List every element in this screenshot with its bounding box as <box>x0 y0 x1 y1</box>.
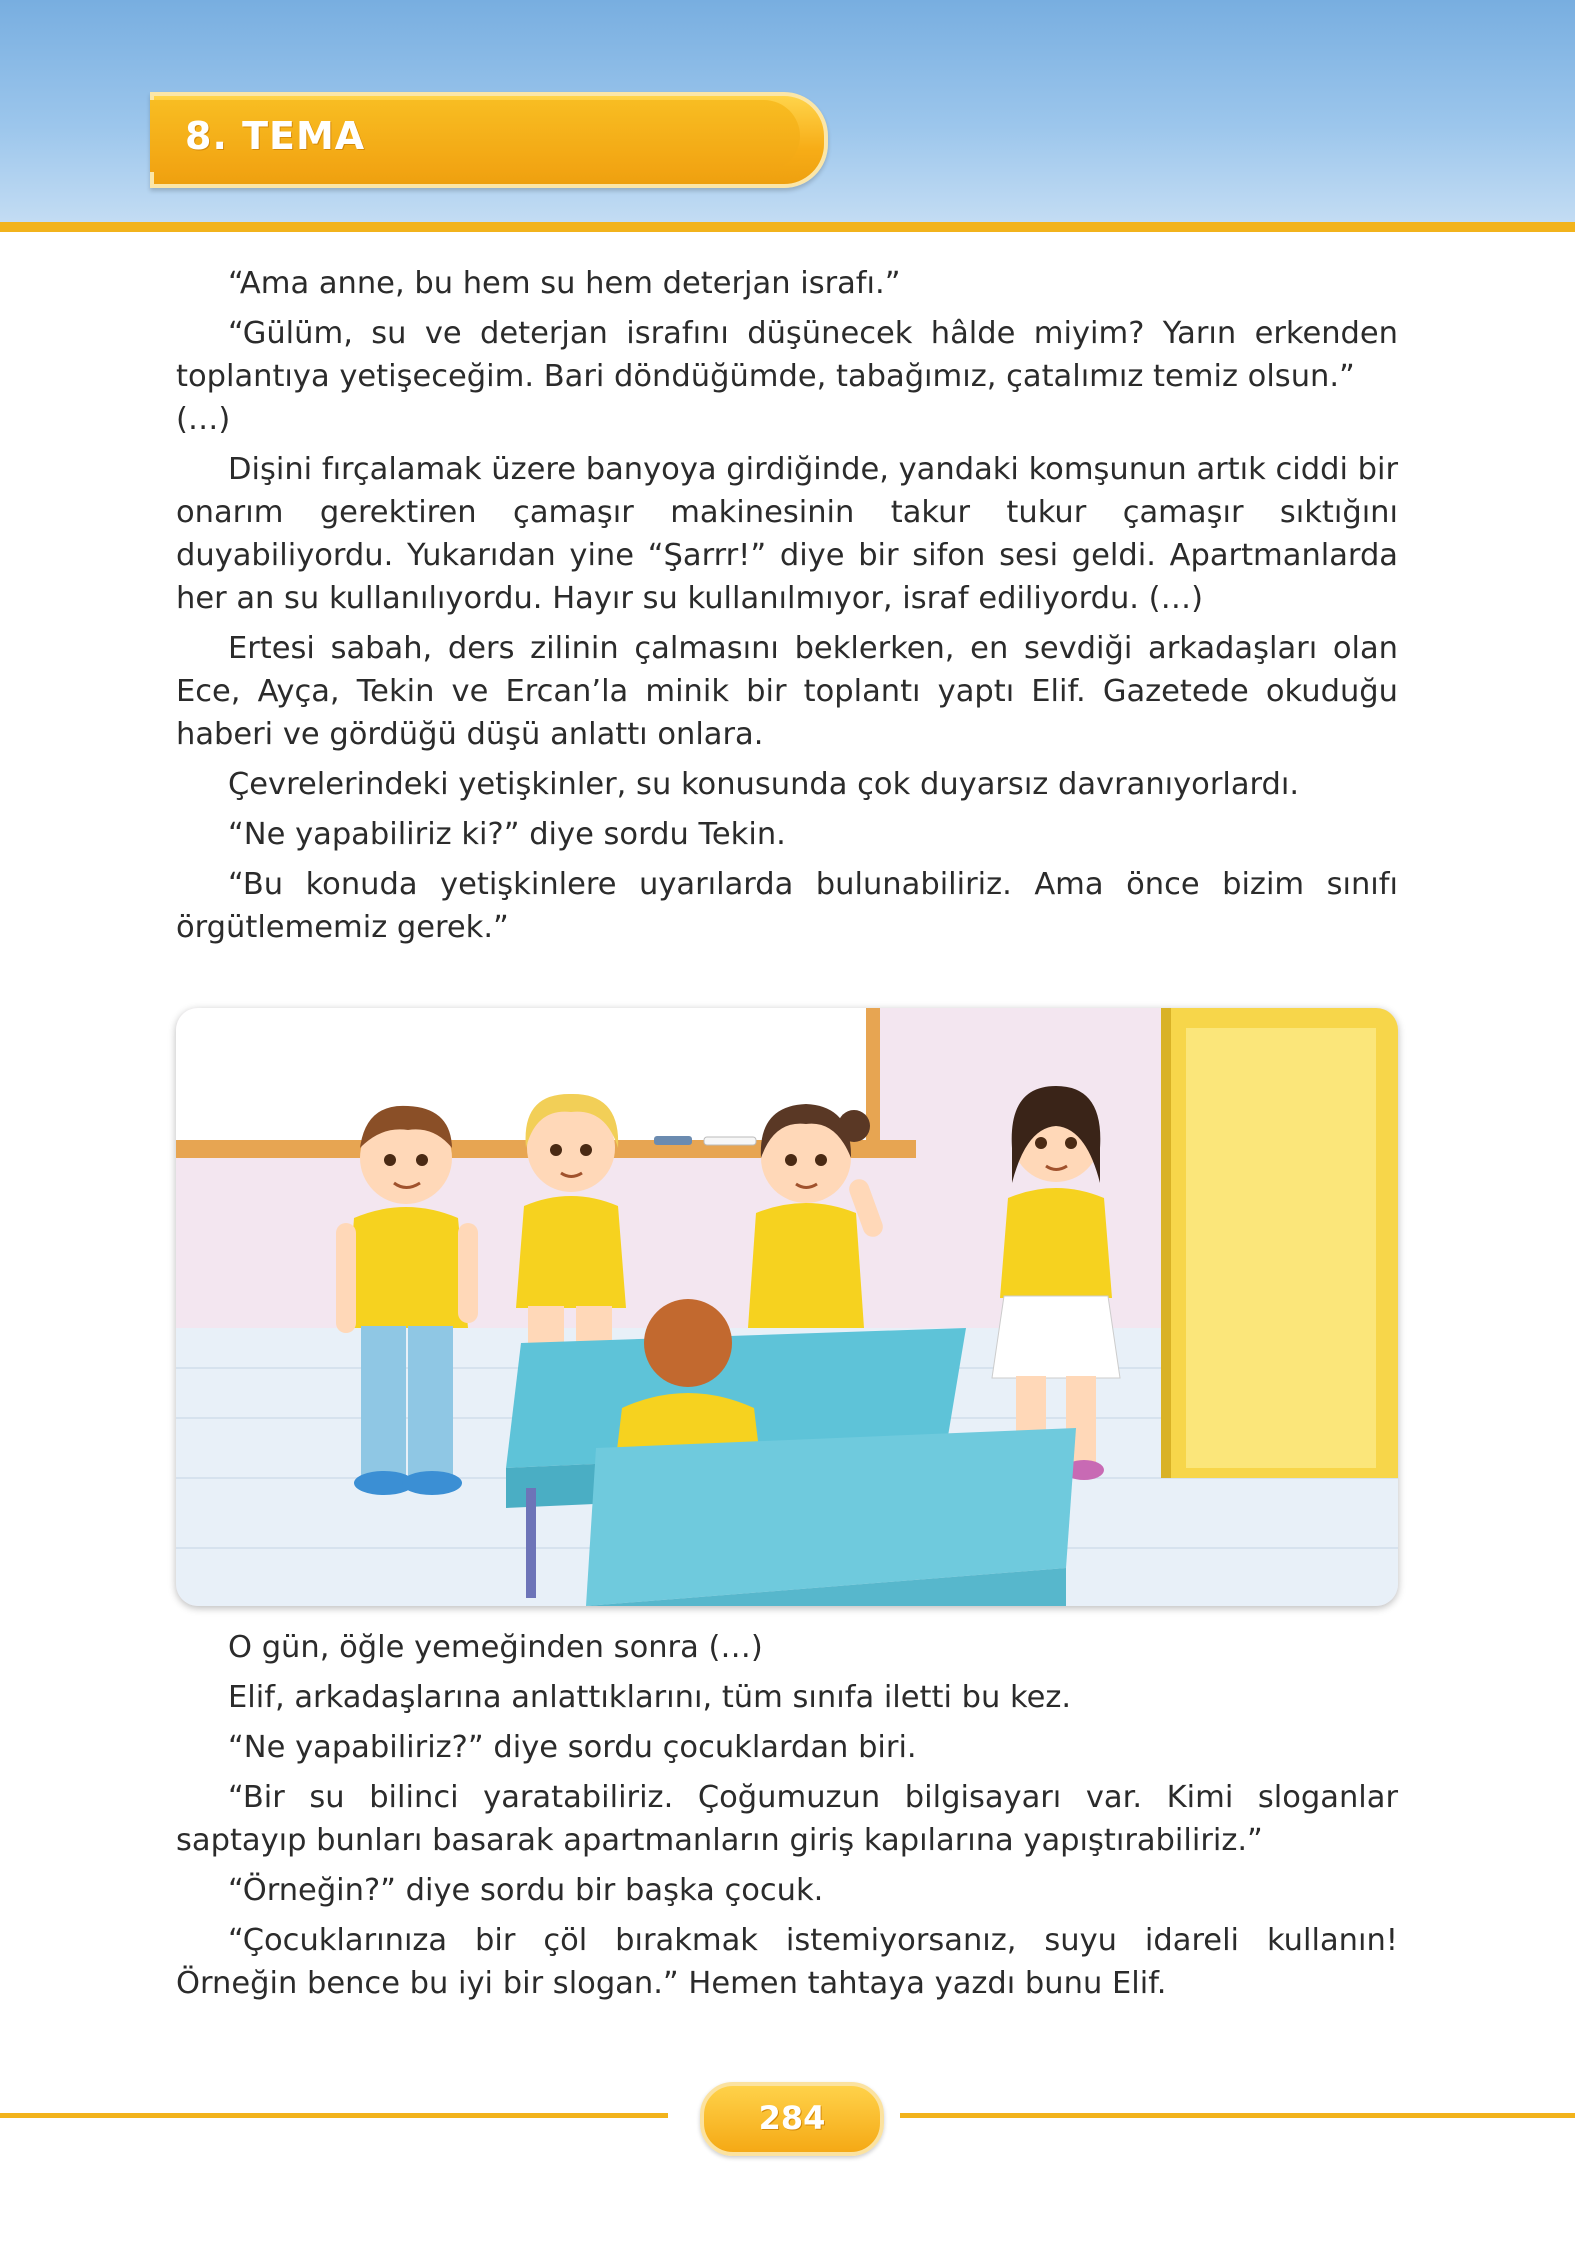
paragraph: “Ama anne, bu hem su hem deterjan israfı.” <box>228 266 901 301</box>
ellipsis-line: (…) <box>176 402 231 437</box>
paragraph: “Bir su bilinci yaratabiliriz. Çoğumuzun bilgisayarı var. Kimi sloganlar saptayıp bunları basarak apartmanların giriş kapılarına yapıştırabiliriz.” <box>176 1780 1398 1858</box>
paragraph: Elif, arkadaşlarına anlattıklarını, tüm sınıfa iletti bu kez. <box>228 1680 1072 1715</box>
story-text-lower <box>176 1626 1398 2012</box>
paragraph: “Ne yapabiliriz ki?” diye sordu Tekin. <box>228 817 786 852</box>
page-number: 284 <box>758 2099 826 2137</box>
footer-rule-left <box>0 2113 668 2118</box>
paragraph: “Örneğin?” diye sordu bir başka çocuk. <box>228 1873 824 1908</box>
paragraph: “Çocuklarınıza bir çöl bırakmak istemiyorsanız, suyu idareli kullanın! Örneğin bence bu iyi bir slogan.” Hemen tahtaya yazdı bunu Elif. <box>176 1923 1398 2001</box>
classroom-illustration <box>176 1008 1398 1606</box>
paragraph: Dişini fırçalamak üzere banyoya girdiğinde, yandaki komşunun artık ciddi bir onarım gerektiren çamaşır makinesinin takur tukur çamaşır sıktığını duyabiliyordu. Yukarıdan yine “Şarrr!” diye bir sifon sesi geldi. Apartmanlarda her an su kullanılıyordu. Hayır su kullanılmıyor, israf ediliyordu. (…) <box>176 452 1398 616</box>
classroom-scene <box>176 1008 1398 1606</box>
footer-rule-right <box>900 2113 1575 2118</box>
paragraph: Çevrelerindeki yetişkinler, su konusunda çok duyarsız davranıyorlardı. <box>228 767 1300 802</box>
paragraph: O gün, öğle yemeğinden sonra (…) <box>228 1630 763 1665</box>
header-divider <box>0 222 1575 232</box>
theme-title: 8. TEMA <box>185 114 366 158</box>
story-text-upper <box>176 262 1398 956</box>
paragraph: “Gülüm, su ve deterjan israfını düşünecek hâlde miyim? Yarın erkenden toplantıya yetişeceğim. Bari döndüğümde, tabağımız, çatalımız temiz olsun.” <box>176 316 1398 394</box>
paragraph: “Bu konuda yetişkinlere uyarılarda bulunabiliriz. Ama önce bizim sınıfı örgütlememiz gerek.” <box>176 867 1398 945</box>
paragraph: “Ne yapabiliriz?” diye sordu çocuklardan biri. <box>228 1730 917 1765</box>
paragraph: Ertesi sabah, ders zilinin çalmasını beklerken, en sevdiği arkadaşları olan Ece, Ayça, Tekin ve Ercan’la minik bir toplantı yaptı Elif. Gazetede okuduğu haberi ve gördüğü düşü anlattı onlara. <box>176 631 1398 752</box>
